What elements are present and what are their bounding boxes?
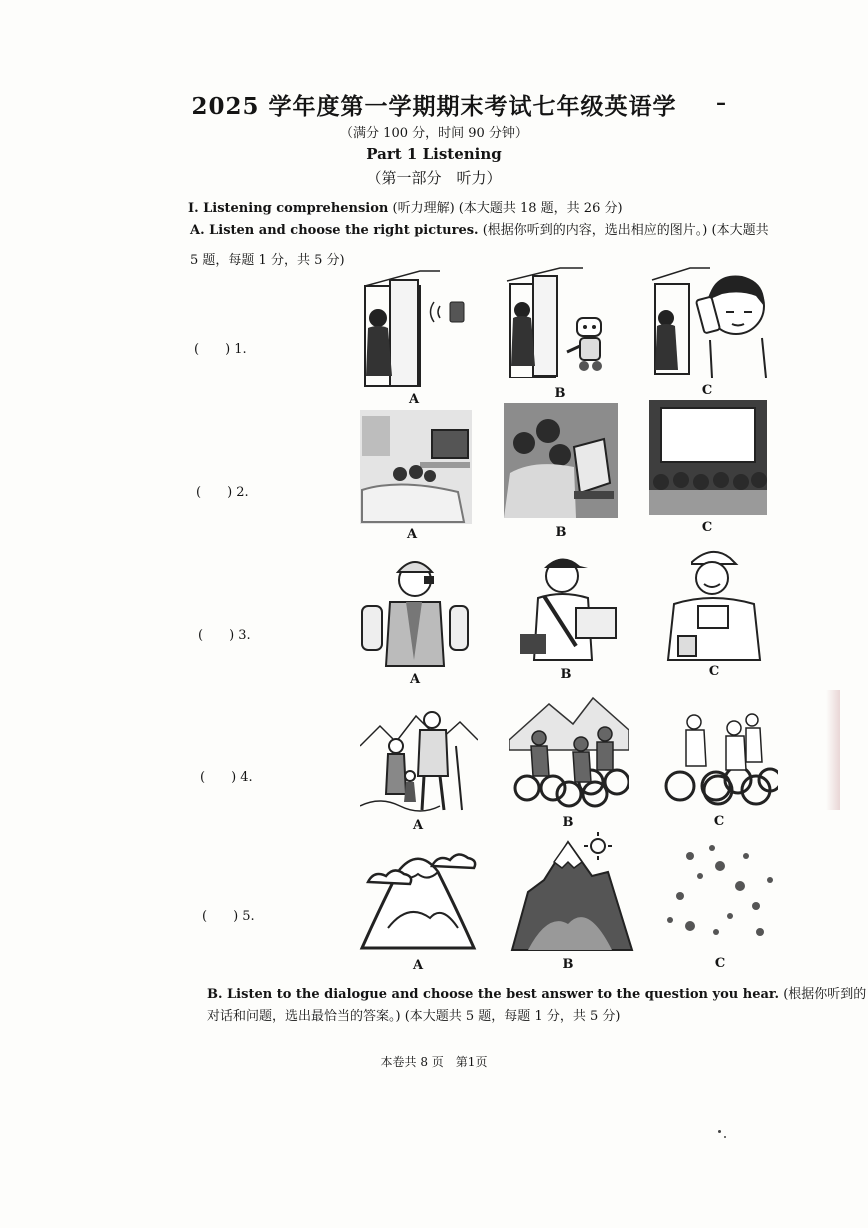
q4-picture-a-hiking-family (360, 706, 478, 816)
part-heading-cn: （第一部分 听力） (366, 169, 502, 187)
q4-option-c[interactable]: C (713, 814, 725, 829)
section-1-heading (188, 197, 623, 216)
q3-picture-c-postman (664, 544, 764, 662)
q5-option-a[interactable]: A (412, 958, 424, 973)
q5-picture-b-mountain-sun (508, 832, 634, 952)
section-a-heading-line2: 5 题，每题 1 分，共 5 分) (190, 253, 345, 268)
section-a-label: A. Listen and choose the right pictures. (190, 223, 479, 238)
q1-option-b[interactable]: B (554, 386, 566, 401)
q4-picture-b-mountain-biking (509, 690, 629, 814)
q3-option-c[interactable]: C (708, 664, 720, 679)
question-5-number[interactable]: ( ) 5. (202, 909, 255, 924)
q4-option-a[interactable]: A (412, 818, 424, 833)
question-2-number[interactable]: ( ) 2. (196, 485, 249, 500)
q3-option-a[interactable]: A (409, 672, 421, 687)
scan-speck (724, 1136, 726, 1138)
q5-picture-a-mountain-clouds (358, 842, 478, 954)
exam-title: 2025 学年度第一学期期末考试七年级英语学 (191, 93, 677, 120)
q5-option-b[interactable]: B (562, 957, 574, 972)
q1-picture-b-robot (505, 266, 615, 378)
section-1-label: I. Listening comprehension (188, 201, 389, 216)
question-1-number[interactable]: ( ) 1. (194, 342, 247, 357)
section-b-heading (207, 983, 866, 1002)
q2-picture-c-cinema (649, 400, 767, 515)
q5-picture-c-faded-mountain (660, 836, 780, 948)
q4-option-b[interactable]: B (562, 815, 574, 830)
part-heading: Part 1 Listening (366, 145, 502, 163)
section-b-heading-line2: 对话和问题，选出最恰当的答案。) (本大题共 5 题，每题 1 分，共 5 分) (207, 1009, 621, 1024)
question-3-number[interactable]: ( ) 3. (198, 628, 251, 643)
section-a-rest: (根据你听到的内容，选出相应的图片。) (本大题共 (478, 223, 769, 238)
section-b-rest: (根据你听到的 (779, 987, 867, 1002)
q2-option-c[interactable]: C (701, 520, 713, 535)
section-b-label: B. Listen to the dialogue and choose the best answer to the question you hear. (207, 987, 780, 1002)
title-dash: – (716, 90, 726, 114)
q4-picture-c-cycling (660, 706, 778, 810)
q1-picture-a-doorbell (360, 266, 470, 388)
q3-option-b[interactable]: B (560, 667, 572, 682)
scan-speck (718, 1130, 721, 1133)
q1-option-a[interactable]: A (408, 392, 420, 407)
q3-picture-b-delivery-man (516, 550, 622, 662)
section-1-rest: (听力理解) (本大题共 18 题，共 26 分) (388, 201, 623, 216)
q2-picture-a-tv-living-room (360, 410, 472, 524)
q1-option-c[interactable]: C (701, 383, 713, 398)
q5-option-c[interactable]: C (714, 956, 726, 971)
section-a-heading (190, 219, 769, 238)
q3-picture-a-worker (360, 550, 470, 668)
score-time-line: （满分 100 分，时间 90 分钟） (340, 126, 528, 141)
q1-picture-c-phone-call (650, 260, 770, 378)
scan-edge-shadow (826, 690, 840, 810)
question-4-number[interactable]: ( ) 4. (200, 770, 253, 785)
q2-option-a[interactable]: A (406, 527, 418, 542)
q2-picture-b-laptop-movie (504, 403, 618, 518)
page-footer: 本卷共 8 页 第1页 (380, 1055, 488, 1069)
q2-option-b[interactable]: B (555, 525, 567, 540)
